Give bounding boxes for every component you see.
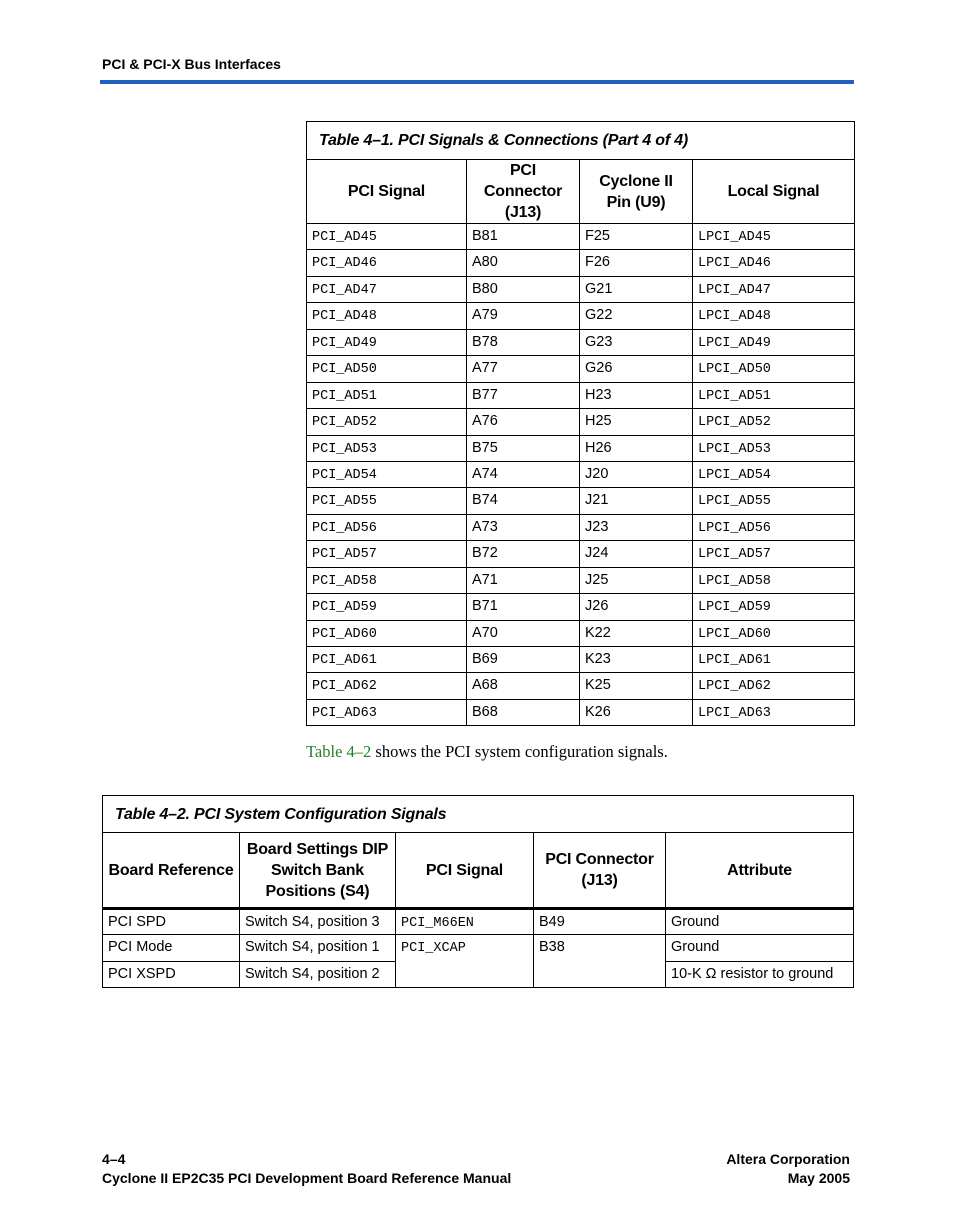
table-cell: LPCI_AD45: [693, 224, 855, 250]
table-row: [307, 541, 855, 567]
table-cell: K25: [580, 673, 693, 699]
running-header: PCI & PCI-X Bus Interfaces: [102, 56, 281, 72]
table-row: [307, 620, 855, 646]
table-cell: K22: [580, 620, 693, 646]
table-cell: B78: [467, 329, 580, 355]
column-header: Board Settings DIP Switch Bank Positions (S4): [240, 833, 396, 909]
table-row: [307, 594, 855, 620]
table-row: [307, 276, 855, 302]
table-cell: PCI_AD56: [307, 514, 467, 540]
table-row: [307, 514, 855, 540]
table-cell: B38: [534, 935, 666, 988]
table-row: [103, 935, 854, 961]
table-cell: A73: [467, 514, 580, 540]
table-row: [307, 647, 855, 673]
table-cell: K26: [580, 699, 693, 725]
intro-paragraph: [306, 742, 668, 762]
table-cell: PCI_AD59: [307, 594, 467, 620]
table-cell: A79: [467, 303, 580, 329]
table-cell: A77: [467, 356, 580, 382]
table-row: [307, 224, 855, 250]
table-cell: B69: [467, 647, 580, 673]
table-cell: J25: [580, 567, 693, 593]
column-header: Board Reference: [103, 833, 240, 909]
column-header: Attribute: [666, 833, 854, 909]
pci-config-table: [102, 795, 854, 988]
table-caption: Table 4–1. PCI Signals & Connections (Part 4 of 4): [307, 122, 855, 160]
intro-text: shows the PCI system configuration signals.: [371, 742, 668, 761]
table-cell: H25: [580, 409, 693, 435]
table-cell: PCI_AD55: [307, 488, 467, 514]
table-cell: PCI_AD50: [307, 356, 467, 382]
table-cell: G26: [580, 356, 693, 382]
table-row: [307, 699, 855, 725]
table-cell: A76: [467, 409, 580, 435]
table-cell: PCI_AD60: [307, 620, 467, 646]
header-rule: [100, 80, 854, 84]
table-cell: PCI_AD57: [307, 541, 467, 567]
table-cell: PCI_AD47: [307, 276, 467, 302]
table-cell: B77: [467, 382, 580, 408]
table-cell: J24: [580, 541, 693, 567]
table-cell: PCI_AD46: [307, 250, 467, 276]
company-name: Altera Corporation: [726, 1151, 850, 1167]
table-row: [307, 303, 855, 329]
table-cell: LPCI_AD63: [693, 699, 855, 725]
column-header: Local Signal: [693, 160, 855, 224]
table-cell: PCI_AD58: [307, 567, 467, 593]
table-cell: PCI XSPD: [103, 961, 240, 987]
table-cell: PCI_XCAP: [396, 935, 534, 988]
table-cell: PCI_AD51: [307, 382, 467, 408]
table-cell: PCI_AD45: [307, 224, 467, 250]
table-cell: LPCI_AD52: [693, 409, 855, 435]
table-cell: J21: [580, 488, 693, 514]
table-cell: G23: [580, 329, 693, 355]
table-row: [307, 409, 855, 435]
table-cell: B80: [467, 276, 580, 302]
manual-title: Cyclone II EP2C35 PCI Development Board Reference Manual: [102, 1170, 512, 1186]
table-cell: B81: [467, 224, 580, 250]
table-row: [307, 567, 855, 593]
table-reference-link[interactable]: Table 4–2: [306, 742, 372, 761]
table-cell: LPCI_AD54: [693, 461, 855, 487]
table-cell: B75: [467, 435, 580, 461]
table-cell: LPCI_AD56: [693, 514, 855, 540]
page-number: 4–4: [102, 1151, 126, 1167]
table-cell: J20: [580, 461, 693, 487]
column-header: Cyclone II Pin (U9): [580, 160, 693, 224]
table-cell: B72: [467, 541, 580, 567]
table-cell: G21: [580, 276, 693, 302]
table-row: [307, 329, 855, 355]
table-cell: LPCI_AD61: [693, 647, 855, 673]
pci-signals-table: [306, 121, 855, 726]
table-cell: PCI_M66EN: [396, 909, 534, 935]
table-cell: PCI Mode: [103, 935, 240, 961]
table-row: [307, 461, 855, 487]
table-cell: PCI_AD53: [307, 435, 467, 461]
table-cell: F26: [580, 250, 693, 276]
table-cell: LPCI_AD53: [693, 435, 855, 461]
table-cell: LPCI_AD48: [693, 303, 855, 329]
table-cell: A80: [467, 250, 580, 276]
table-cell: F25: [580, 224, 693, 250]
table-cell: H23: [580, 382, 693, 408]
table-cell: PCI_AD54: [307, 461, 467, 487]
table-row: [307, 673, 855, 699]
table-cell: LPCI_AD55: [693, 488, 855, 514]
table-cell: A70: [467, 620, 580, 646]
table-cell: Ground: [666, 909, 854, 935]
table-cell: LPCI_AD59: [693, 594, 855, 620]
table-cell: 10-K Ω resistor to ground: [666, 961, 854, 987]
table-cell: LPCI_AD62: [693, 673, 855, 699]
table-cell: PCI_AD61: [307, 647, 467, 673]
table-cell: LPCI_AD51: [693, 382, 855, 408]
table-cell: PCI_AD52: [307, 409, 467, 435]
table-cell: A71: [467, 567, 580, 593]
table-cell: PCI_AD49: [307, 329, 467, 355]
table-cell: B49: [534, 909, 666, 935]
table-cell: G22: [580, 303, 693, 329]
table-cell: B74: [467, 488, 580, 514]
table-cell: H26: [580, 435, 693, 461]
table-cell: J23: [580, 514, 693, 540]
table-cell: LPCI_AD50: [693, 356, 855, 382]
column-header: PCI Connector (J13): [467, 160, 580, 224]
table-cell: LPCI_AD46: [693, 250, 855, 276]
table-cell: PCI_AD48: [307, 303, 467, 329]
table-cell: A74: [467, 461, 580, 487]
table-cell: Ground: [666, 935, 854, 961]
table-cell: Switch S4, position 3: [240, 909, 396, 935]
table-cell: K23: [580, 647, 693, 673]
table-row: [307, 356, 855, 382]
table-row: [307, 435, 855, 461]
column-header: PCI Signal: [396, 833, 534, 909]
table-row: [307, 250, 855, 276]
table-cell: B71: [467, 594, 580, 620]
publish-date: May 2005: [787, 1170, 850, 1186]
table-cell: LPCI_AD57: [693, 541, 855, 567]
table-row: [307, 382, 855, 408]
table-cell: J26: [580, 594, 693, 620]
table-cell: LPCI_AD58: [693, 567, 855, 593]
table-cell: B68: [467, 699, 580, 725]
column-header: PCI Connector (J13): [534, 833, 666, 909]
table-cell: LPCI_AD60: [693, 620, 855, 646]
table-cell: LPCI_AD49: [693, 329, 855, 355]
table-cell: LPCI_AD47: [693, 276, 855, 302]
column-header: PCI Signal: [307, 160, 467, 224]
table-cell: Switch S4, position 2: [240, 961, 396, 987]
table-caption: Table 4–2. PCI System Configuration Signals: [103, 796, 854, 833]
table-cell: PCI_AD63: [307, 699, 467, 725]
table-row: [307, 488, 855, 514]
table-cell: A68: [467, 673, 580, 699]
table-row: [103, 909, 854, 935]
table-cell: PCI SPD: [103, 909, 240, 935]
table-cell: Switch S4, position 1: [240, 935, 396, 961]
table-cell: PCI_AD62: [307, 673, 467, 699]
